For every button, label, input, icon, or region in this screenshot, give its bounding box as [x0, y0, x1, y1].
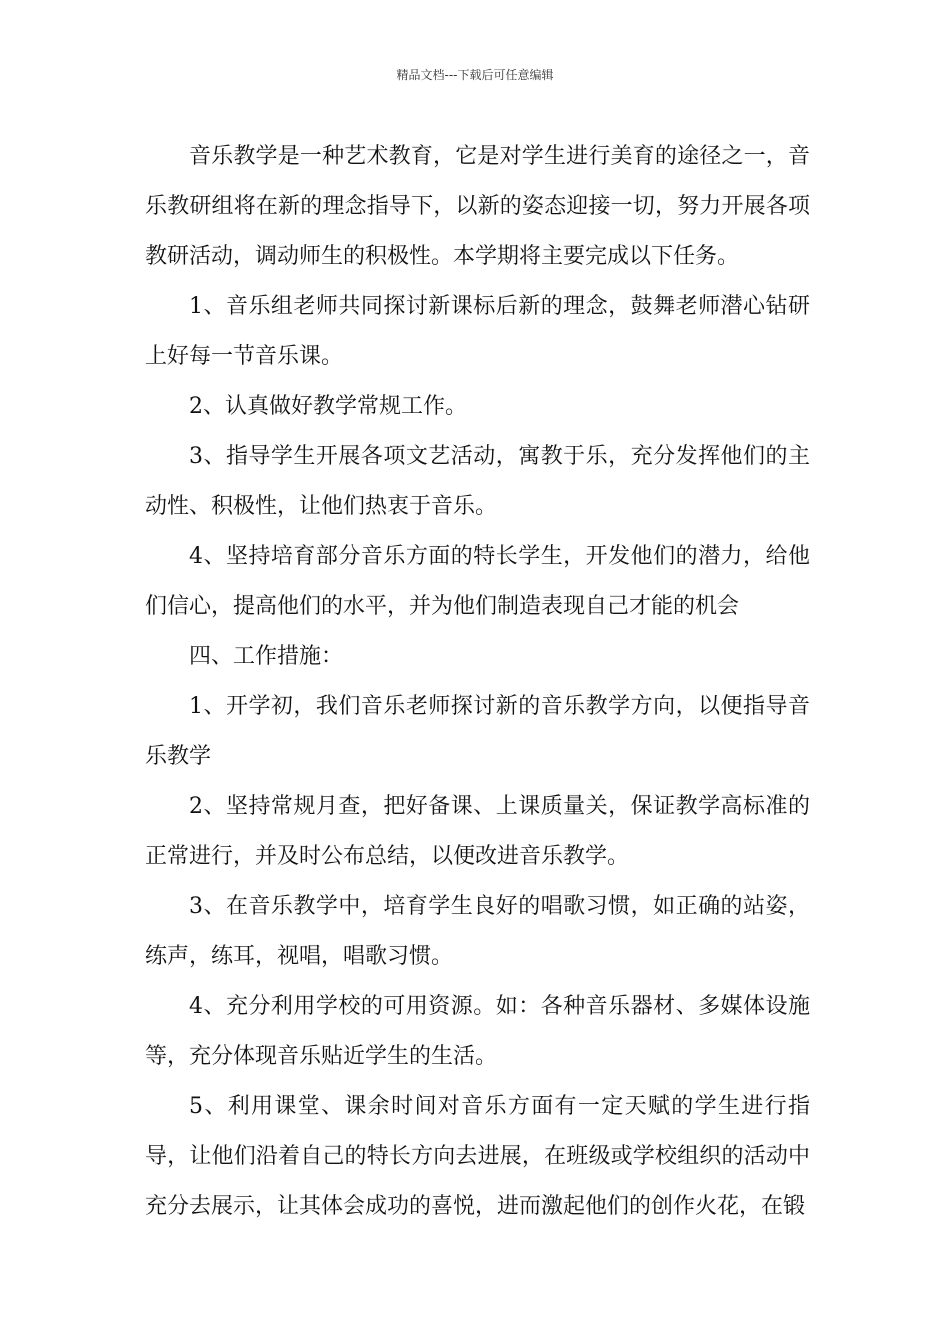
measure-item-4: 4、充分利用学校的可用资源。如：各种音乐器材、多媒体设施等，充分体现音乐贴近学生的生活。	[145, 994, 810, 1069]
measure-item-2: 2、坚持常规月查，把好备课、上课质量关，保证教学高标准的正常进行，并及时公布总结，以便改进音乐教学。	[145, 794, 810, 869]
document-body	[145, 132, 810, 1232]
section-heading-measures: 四、工作措施：	[189, 644, 344, 669]
measure-item-3: 3、在音乐教学中，培育学生良好的唱歌习惯，如正确的站姿，练声，练耳，视唱，唱歌习惯。	[145, 894, 810, 969]
task-item-1: 1、音乐组老师共同探讨新课标后新的理念，鼓舞老师潜心钻研上好每一节音乐课。	[145, 294, 810, 369]
intro-paragraph: 音乐教学是一种艺术教育，它是对学生进行美育的途径之一，音乐教研组将在新的理念指导下，以新的姿态迎接一切，努力开展各项教研活动，调动师生的积极性。本学期将主要完成以下任务。	[145, 144, 810, 269]
page-header: 精品文档---下载后可任意编辑	[396, 68, 554, 82]
task-item-4: 4、坚持培育部分音乐方面的特长学生，开发他们的潜力，给他们信心，提高他们的水平，并为他们制造表现自己才能的机会	[145, 544, 810, 619]
measure-item-5: 5、利用课堂、课余时间对音乐方面有一定天赋的学生进行指导，让他们沿着自己的特长方向去进展，在班级或学校组织的活动中充分去展示，让其体会成功的喜悦，进而激起他们的创作火花，在锻	[145, 1094, 810, 1219]
task-item-2: 2、认真做好教学常规工作。	[189, 394, 467, 419]
measure-item-1: 1、开学初，我们音乐老师探讨新的音乐教学方向，以便指导音乐教学	[145, 694, 810, 769]
task-item-3: 3、指导学生开展各项文艺活动，寓教于乐，充分发挥他们的主动性、积极性，让他们热衷于音乐。	[145, 444, 810, 519]
